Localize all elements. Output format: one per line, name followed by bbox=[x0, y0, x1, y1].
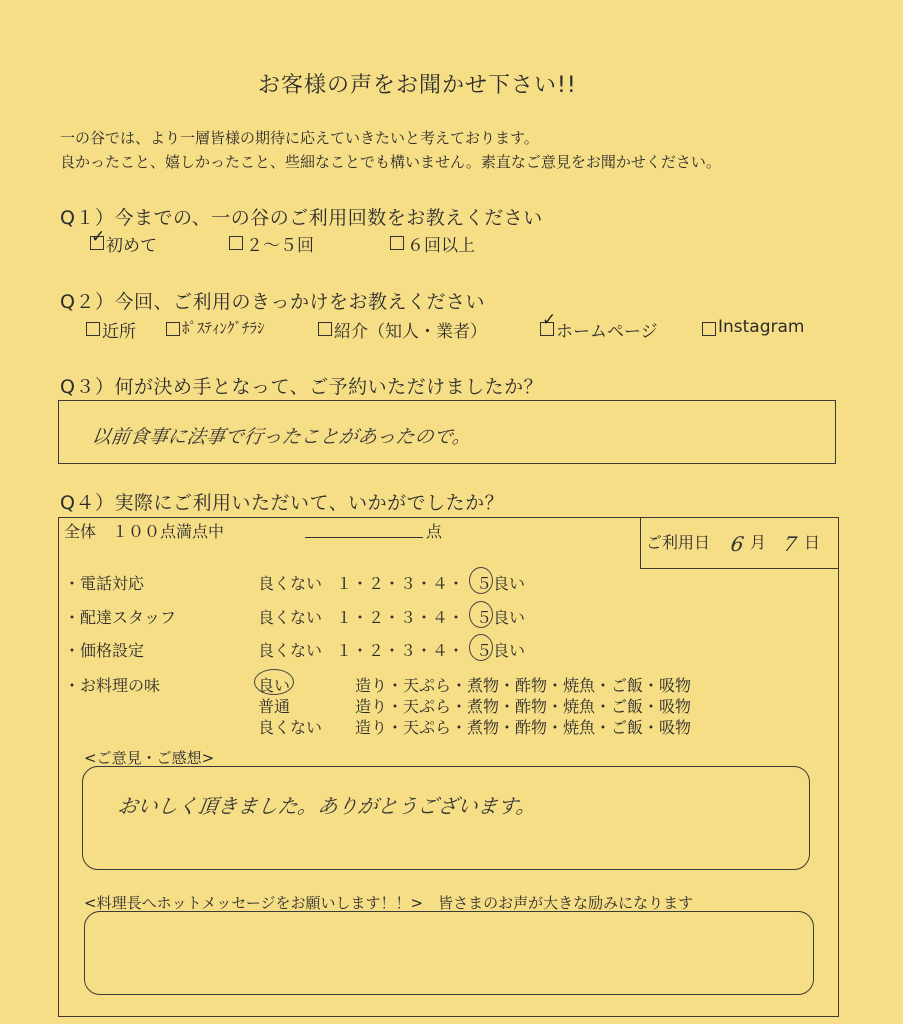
opinion-label: <ご意見・ご感想> bbox=[84, 749, 215, 767]
date-month: 6 bbox=[729, 532, 746, 556]
rating-selected[interactable]: ５ bbox=[476, 574, 493, 593]
selection-circle-icon bbox=[469, 634, 493, 661]
q2-option-label: ﾎﾟｽﾃｨﾝｸﾞﾁﾗｼ bbox=[182, 319, 265, 337]
selection-circle-icon bbox=[469, 601, 493, 628]
rating-label: ・価格設定 bbox=[64, 641, 145, 660]
overall-score-field[interactable] bbox=[305, 537, 423, 538]
q2-option-label: ホームページ bbox=[556, 322, 658, 342]
rating-high: 良い bbox=[493, 574, 526, 593]
rating-label: ・電話対応 bbox=[64, 574, 145, 593]
dish-list[interactable]: 造り・天ぷら・煮物・酢物・焼魚・ご飯・吸物 bbox=[355, 718, 692, 737]
date-day-unit: 日 bbox=[804, 533, 821, 552]
q2-option-label: 紹介（知人・業者） bbox=[334, 322, 487, 342]
q2-checkbox-flyer[interactable] bbox=[166, 322, 180, 336]
taste-level-average[interactable]: 普通 bbox=[258, 697, 291, 716]
rating-high: 良い bbox=[493, 608, 526, 627]
rating-scale[interactable]: １・２・３・４・ bbox=[336, 608, 465, 627]
opinion-answer: おいしく頂きました。ありがとうございます。 bbox=[116, 794, 538, 818]
rating-label: ・配達スタッフ bbox=[64, 608, 177, 627]
q3-answer: 以前食事に法事で行ったことがあったので。 bbox=[90, 426, 473, 448]
rating-selected[interactable]: ５ bbox=[476, 608, 493, 627]
selection-circle-icon bbox=[469, 567, 493, 594]
intro-line-2: 良かったこと、嬉しかったこと、些細なことでも構いません。素直なご意見をお聞かせください。 bbox=[60, 153, 721, 171]
q4-question: Q４）実際にご利用いただいて、いかがでしたか？ bbox=[60, 492, 505, 514]
rating-scale[interactable]: １・２・３・４・ bbox=[336, 574, 465, 593]
rating-low: 良くない bbox=[258, 574, 323, 593]
dish-list[interactable]: 造り・天ぷら・煮物・酢物・焼魚・ご飯・吸物 bbox=[355, 697, 692, 716]
q2-checkbox-instagram[interactable] bbox=[702, 322, 716, 336]
taste-level-bad[interactable]: 良くない bbox=[258, 718, 323, 737]
taste-label: ・お料理の味 bbox=[64, 676, 161, 695]
taste-level-good[interactable]: 良い bbox=[258, 676, 291, 695]
q1-question: Q１）今までの、一の谷のご利用回数をお教えください bbox=[60, 207, 543, 229]
rating-scale[interactable]: １・２・３・４・ bbox=[336, 641, 465, 660]
q1-checkbox-6plus[interactable] bbox=[390, 236, 404, 250]
date-day: 7 bbox=[782, 532, 799, 556]
intro-line-1: 一の谷では、より一層皆様の期待に応えていきたいと考えております。 bbox=[60, 129, 539, 147]
q1-option-label: 初めて bbox=[106, 236, 157, 256]
check-mark-icon: ✓ bbox=[542, 310, 557, 330]
q3-question: Q３）何が決め手となって、ご予約いただけましたか？ bbox=[60, 376, 544, 398]
chef-message-box[interactable] bbox=[84, 911, 814, 995]
date-month-unit: 月 bbox=[750, 533, 767, 552]
chef-message-label: <料理長へホットメッセージをお願いします！！> 皆さまのお声が大きな励みになります bbox=[84, 894, 694, 912]
q1-option-label: ２～５回 bbox=[246, 236, 314, 256]
page-title: お客様の声をお聞かせ下さい!! bbox=[258, 73, 577, 98]
check-mark-icon: ✓ bbox=[91, 227, 106, 247]
q1-checkbox-2-5[interactable] bbox=[229, 236, 243, 250]
selection-circle-icon bbox=[254, 669, 294, 695]
q2-checkbox-referral[interactable] bbox=[318, 322, 332, 336]
q2-option-label: 近所 bbox=[102, 322, 136, 342]
q1-option-label: ６回以上 bbox=[407, 236, 475, 256]
date-label: ご利用日 bbox=[646, 533, 711, 552]
rating-selected[interactable]: ５ bbox=[476, 641, 493, 660]
overall-unit: 点 bbox=[426, 522, 443, 541]
rating-low: 良くない bbox=[258, 608, 323, 627]
q2-checkbox-neighborhood[interactable] bbox=[86, 322, 100, 336]
dish-list[interactable]: 造り・天ぷら・煮物・酢物・焼魚・ご飯・吸物 bbox=[355, 676, 692, 695]
rating-high: 良い bbox=[493, 641, 526, 660]
overall-label: 全体 １００点満点中 bbox=[64, 522, 225, 541]
rating-low: 良くない bbox=[258, 641, 323, 660]
q2-option-label: Instagram bbox=[718, 317, 805, 337]
q2-question: Q２）今回、ご利用のきっかけをお教えください bbox=[60, 291, 485, 313]
